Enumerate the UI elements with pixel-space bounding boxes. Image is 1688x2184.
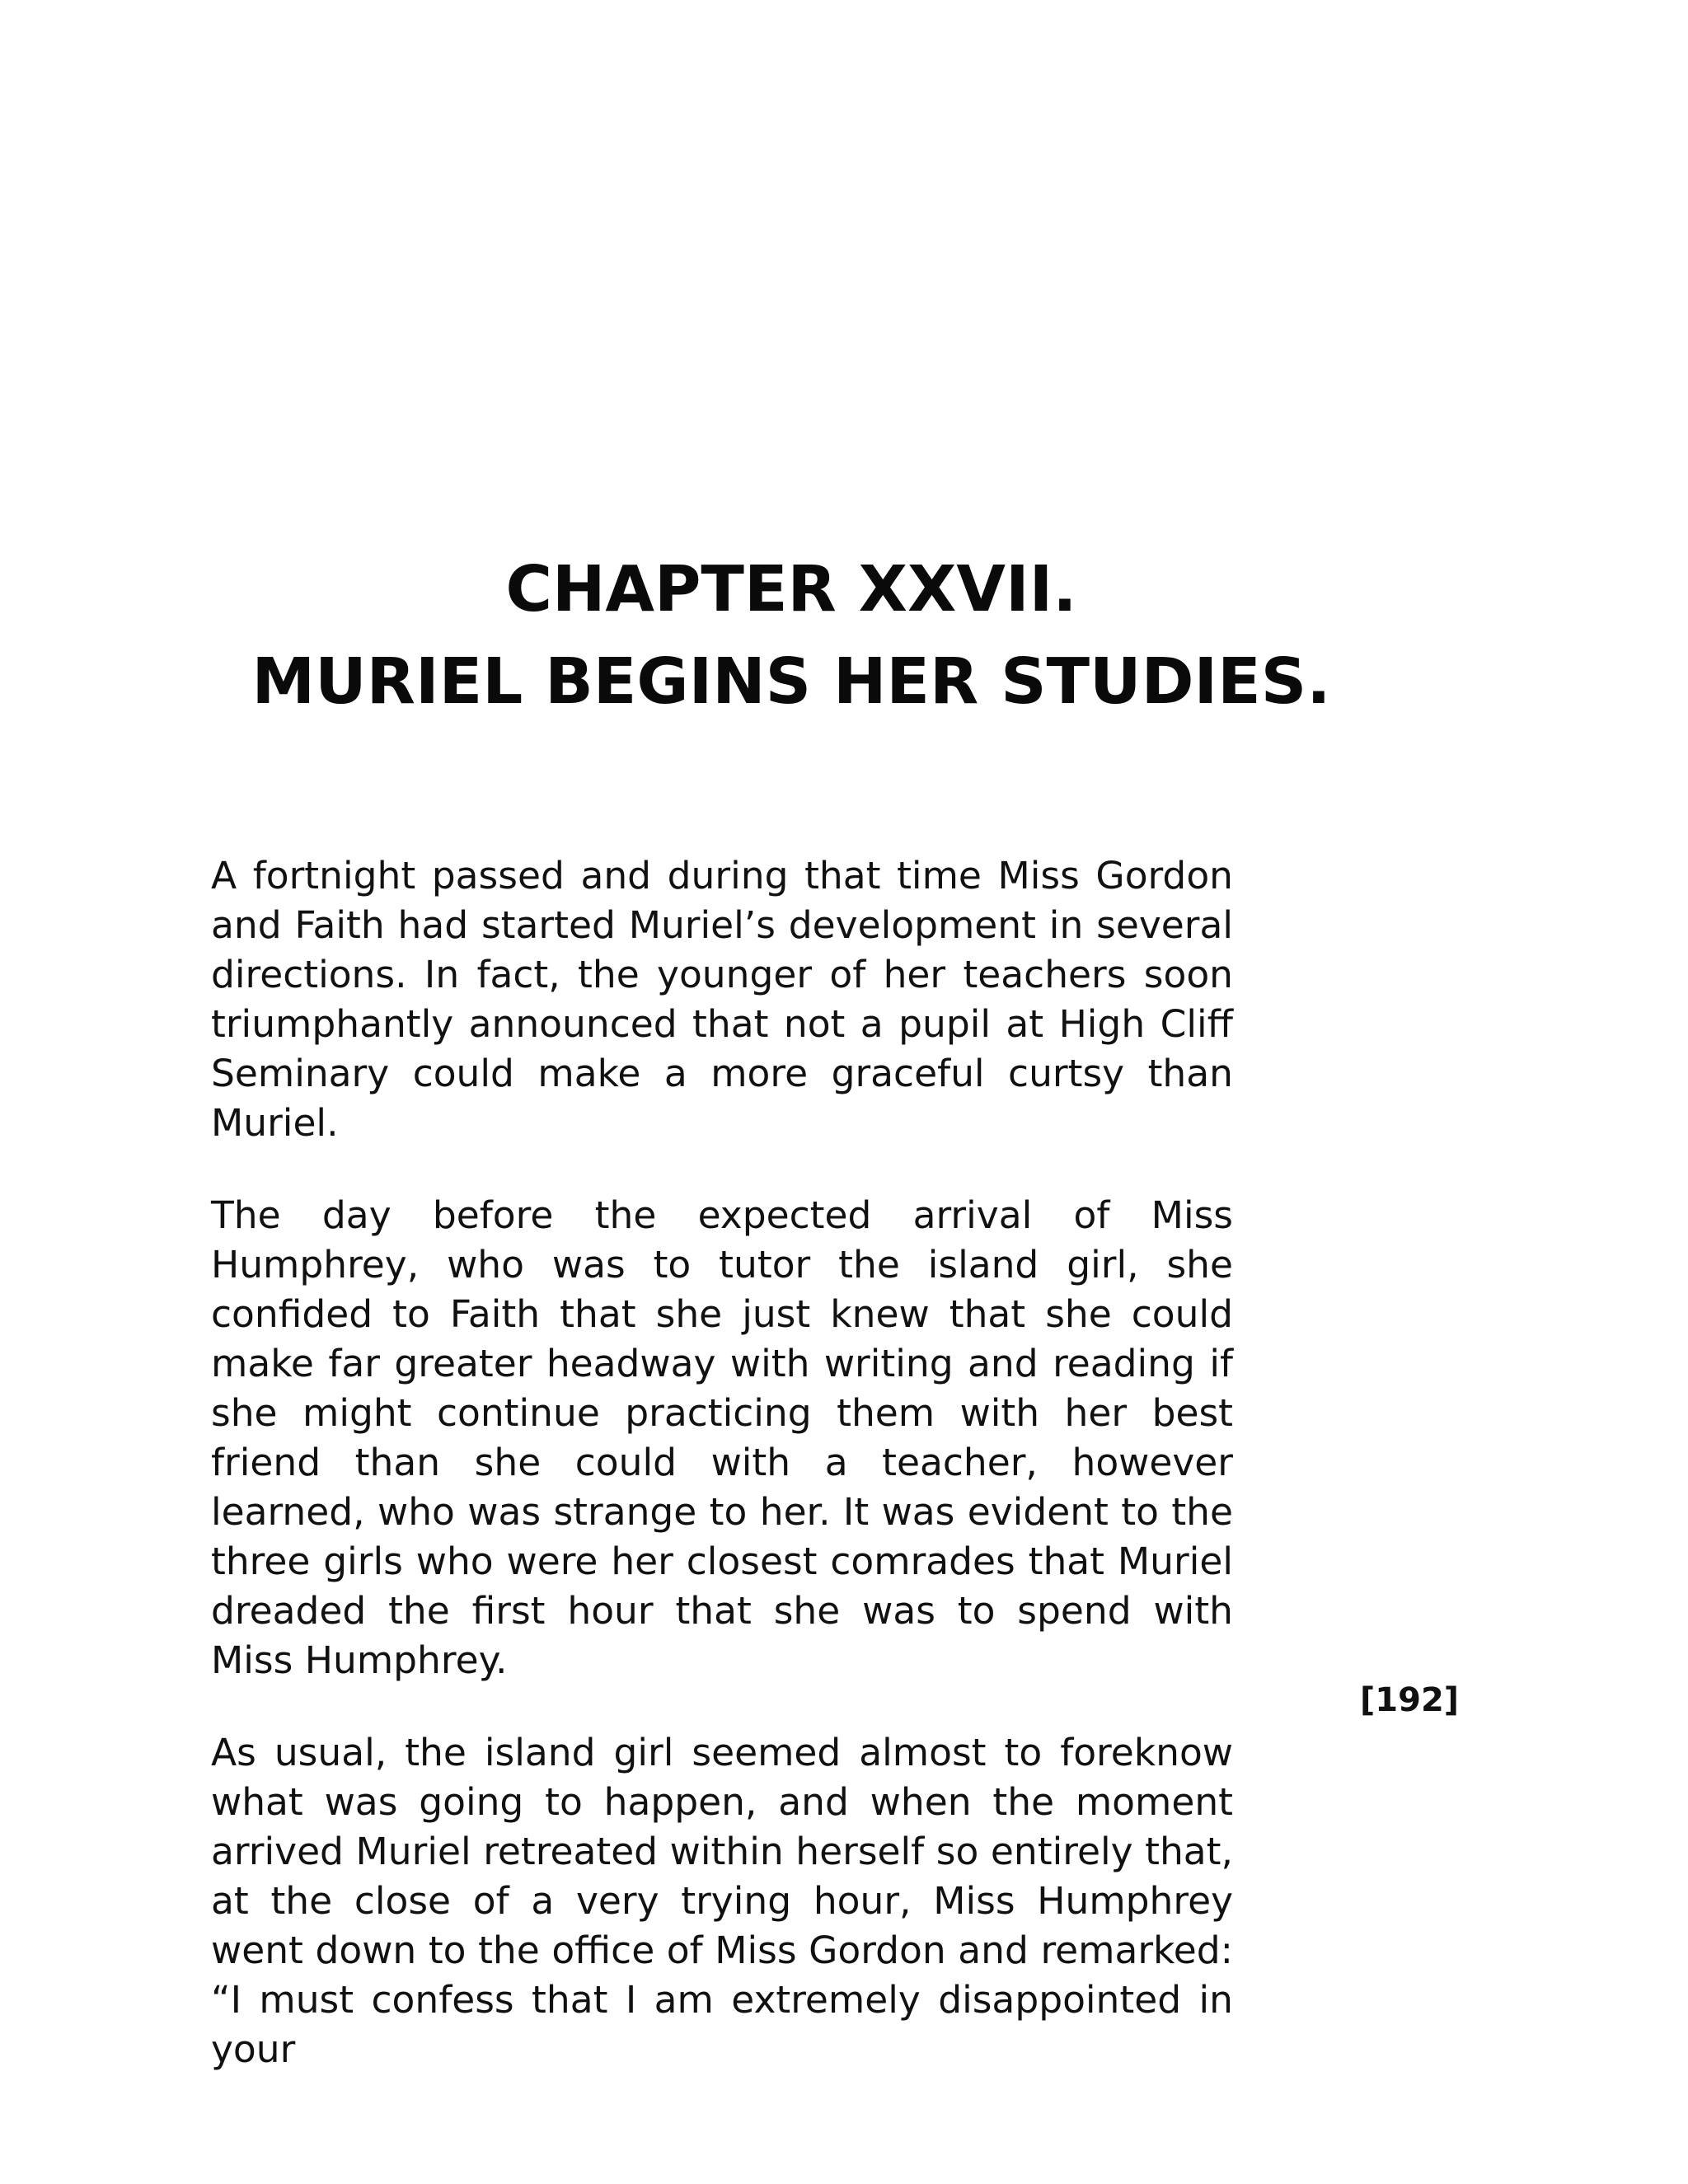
paragraph: A fortnight passed and during that time Miss Gordon and Faith had started Muriel’s development in several directions. In fact, the younger of her teachers soon triumphantly announced that not a pupil at High Cliff Seminary could make a more graceful curtsy than Muriel. xyxy=(211,854,1233,1145)
chapter-title: MURIEL BEGINS HER STUDIES. xyxy=(251,645,1331,719)
chapter-body xyxy=(211,851,1233,2117)
page-number-marker: [192] xyxy=(1360,1681,1460,1719)
paragraph: The day before the expected arrival of Miss Humphrey, who was to tutor the island girl, she confided to Faith that she just knew that she could make far greater headway with writing and reading if she might continue practicing them with her best friend than she could with a teacher, however learned, who was strange to her. It was evident to the three girls who were her closest comrades that Muriel dreaded the first hour that she was to spend with Miss Humphrey. xyxy=(211,1193,1233,1682)
chapter-number: CHAPTER XXVII. xyxy=(505,553,1077,626)
chapter-heading xyxy=(190,544,1393,729)
paragraph: As usual, the island girl seemed almost to foreknow what was going to happen, and when the moment arrived Muriel retreated within herself so entirely that, at the close of a very trying hour, Miss Humphrey went down to the office of Miss Gordon and remarked: “I must confess that I am extremely disappointed in your xyxy=(211,1731,1233,2071)
